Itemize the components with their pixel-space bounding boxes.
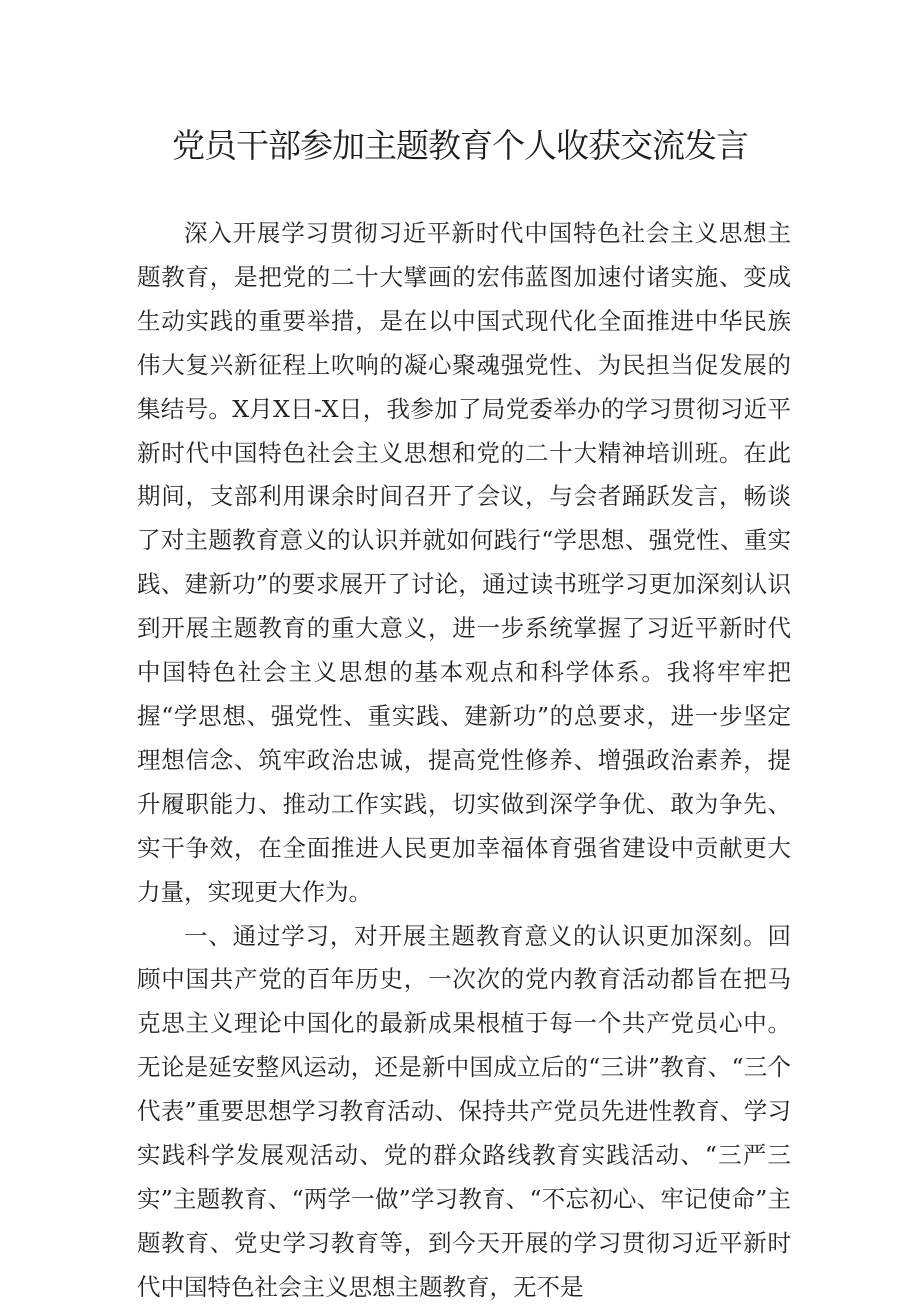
document-body <box>137 212 791 1310</box>
paragraph-section-one: 一、通过学习，对开展主题教育意义的认识更加深刻。回顾中国共产党的百年历史，一次次的党内教育活动都旨在把马克思主义理论中国化的最新成果根植于每一个共产党员心中。无论是延安整风运动，还是新中国成立后的“三讲”教育、“三个代表”重要思想学习教育活动、保持共产党员先进性教育、学习实践科学发展观活动、党的群众路线教育实践活动、“三严三实”主题教育、“两学一做”学习教育、“不忘初心、牢记使命”主题教育、党史学习教育等，到今天开展的学习贯彻习近平新时代中国特色社会主义思想主题教育，无不是 <box>137 921 791 1301</box>
paragraph-intro: 深入开展学习贯彻习近平新时代中国特色社会主义思想主题教育，是把党的二十大擘画的宏伟蓝图加速付诸实施、变成生动实践的重要举措，是在以中国式现代化全面推进中华民族伟大复兴新征程上吹响的凝心聚魂强党性、为民担当促发展的集结号。X月X日-X日，我参加了局党委举办的学习贯彻习近平新时代中国特色社会主义思想和党的二十大精神培训班。在此期间，支部利用课余时间召开了会议，与会者踊跃发言，畅谈了对主题教育意义的认识并就如何践行“学思想、强党性、重实践、建新功”的要求展开了讨论，通过读书班学习更加深刻认识到开展主题教育的重大意义，进一步系统掌握了习近平新时代中国特色社会主义思想的基本观点和科学体系。我将牢牢把握“学思想、强党性、重实践、建新功”的总要求，进一步坚定理想信念、筑牢政治忠诚，提高党性修养、增强政治素养，提升履职能力、推动工作实践，切实做到深学争优、敢为争先、实干争效，在全面推进人民更加幸福体育强省建设中贡献更大力量，实现更大作为。 <box>137 219 791 906</box>
document-title: 党员干部参加主题教育个人收获交流发言 <box>172 126 748 165</box>
